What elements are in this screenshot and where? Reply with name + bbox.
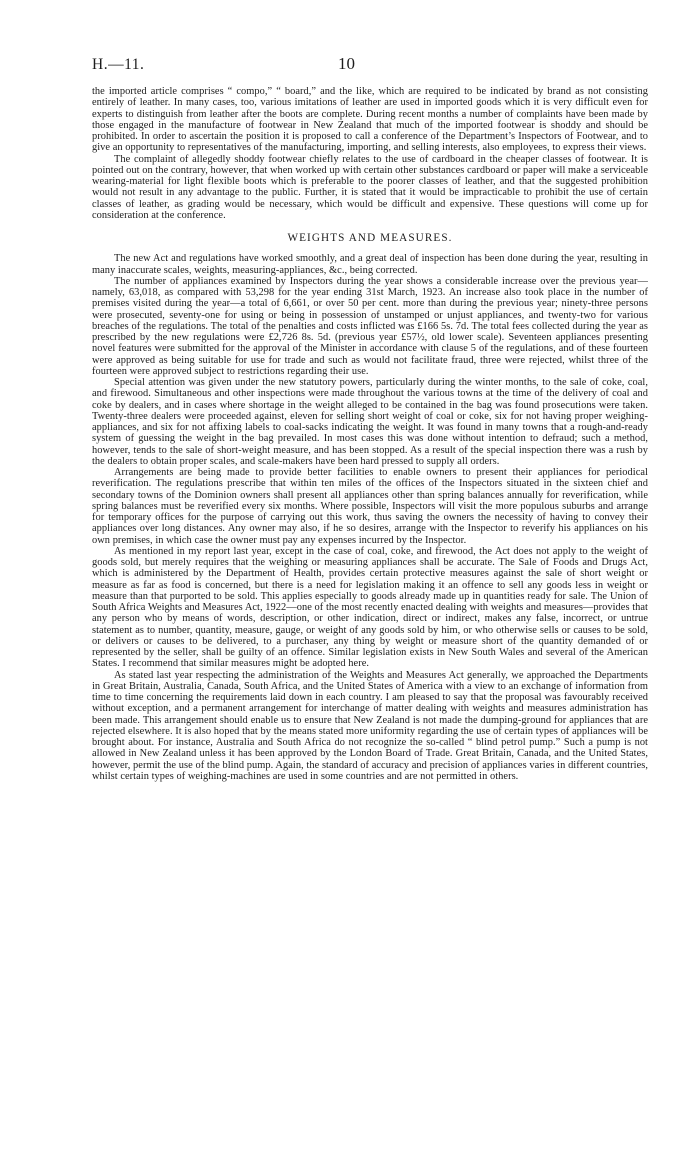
paragraph: Special attention was given under the new statutory powers, particularly during the winter months, to the sale of coke, coal, and firewood. Simultaneous and other inspections were made throughout the various towns at the time of the delivery of coal and coke by dealers, and in cases where shortage in the weight alleged to be contained in the bag was found prosecutions were taken. Twenty-three dealers were proceeded against, eleven for selling short weight of coal or coke, six for not having proper weighing-appliances, and six for not affixing labels to coal-sacks indicating the weight. It was found in many towns that a rough-and-ready system of guessing the weight in the bag prevailed. In most cases this was done without intention to defraud; such a method, however, tends to the sale of short-weight measure, and has been stopped. As a result of the special inspection there was a rush by the dealers to obtain proper scales, and scale-makers have been hard pressed to supply all orders. xyxy=(92,377,648,467)
paragraph: As mentioned in my report last year, except in the case of coal, coke, and firewood, the Act does not apply to the weight of goods sold, but merely requires that the weighing or measuring appliances shall be accurate. The Sale of Foods and Drugs Act, which is administered by the Department of Health, provides certain protective measures against the sale of short weight or measure as far as food is concerned, but there is a need for legislation making it an offence to sell any goods less in weight or measure than that purported to be sold. This applies especially to goods already made up in quantities ready for sale. The Union of South Africa Weights and Measures Act, 1922—one of the most recently enacted dealing with weights and measures—provides that any person who by means of words, description, or other indication, direct or indirect, makes any false, incorrect, or untrue statement as to number, quantity, measure, gauge, or weight of any goods sold by him, or who otherwise sells or causes to be sold, or delivers or causes to be delivered, to a purchaser, any thing by weight or measure short of the quantity demanded of or represented by the seller, shall be guilty of an offence. Similar legislation exists in New South Wales and several of the American States. I recommend that similar measures might be adopted here. xyxy=(92,545,648,670)
paragraph: Arrangements are being made to provide better facilities to enable owners to present their appliances for periodical reverification. The regulations prescribe that within ten miles of the offices of the Inspectors situated in the sixteen chief and secondary towns of the Dominion owners shall present all appliances other than spring balances annually for reverification, while spring balances must be reverified every six months. Where possible, Inspectors will visit the more populous suburbs and arrange for temporary offices for the purpose of carrying out this work, thus saving the owners the necessity of having to convey their appliances over long distances. Any owner may also, if he so desires, arrange with the Inspector to reverify his appliances on his own premises, in which case the owner must pay any expenses incurred by the Inspector. xyxy=(92,467,648,546)
paragraph: As stated last year respecting the administration of the Weights and Measures Act generally, we approached the Departments in Great Britain, Australia, Canada, South Africa, and the United States of America with a view to an exchange of information from time to time concerning the requirements laid down in each country. I am pleased to say that the proposal was favourably received without exception, and a permanent arrangement for interchange of matter dealing with weights and measures administration has been made. This arrangement should enable us to ensure that New Zealand is not made the dumping-ground for appliances that are rejected elsewhere. It is also hoped that by the means stated more uniformity regarding the use of certain types of appliances will be brought about. For instance, Australia and South Africa do not recognize the so-called “ blind petrol pump.” Such a pump is not allowed in New Zealand unless it has been approved by the London Board of Trade. Great Britain, Canada, and the United States, however, permit the use of the blind pump. Again, the standard of accuracy and precision of appliances varies in different countries, whilst certain types of weighing-machines are used in some countries and are not permitted in others. xyxy=(92,669,648,782)
paragraph: the imported article comprises “ compo,” “ board,” and the like, which are required to be indicated by brand as not consisting entirely of leather. In many cases, too, various imitations of leather are used in imported goods which it is very difficult even for experts to distinguish from leather after the boots are complete. During recent months a number of complaints have been made by those engaged in the manufacture of footwear in New Zealand that much of the imported footwear is shoddy and should be prohibited. In order to ascertain the position it is proposed to call a conference of the Department’s Inspectors of Footwear, and to give an opportunity to representatives of the manufacturing, importing, and selling interests, also employees, to express their views. xyxy=(92,86,648,154)
page-number: 10 xyxy=(338,54,355,73)
paragraph: The new Act and regulations have worked smoothly, and a great deal of inspection has been done during the year, resulting in many inaccurate scales, weights, measuring-appliances, &c., being corrected. xyxy=(92,253,648,276)
paragraph: The complaint of allegedly shoddy footwear chiefly relates to the use of cardboard in the cheaper classes of footwear. It is pointed out on the contrary, however, that when worked up with certain other substances cardboard or paper will make a serviceable wearing-material for light flexible boots which is preferable to the poorer classes of leather, and that the suggested prohibition would not result in any advantage to the public. Further, it is stated that it would be impracticable to prohibit the use of certain classes of leather, as grading would be necessary, which would be difficult and expensive. These questions will come up for consideration at the conference. xyxy=(92,153,648,221)
paragraph: The number of appliances examined by Inspectors during the year shows a considerable increase over the previous year—namely, 63,018, as compared with 53,298 for the year ending 31st March, 1923. An increase also took place in the number of premises visited during the year—a total of 6,661, or over 50 per cent. more than during the previous year; ninety-three persons were prosecuted, seventy-one for using or being in possession of unstamped or unjust appliances, and twenty-two for various breaches of the regulations. The total of the penalties and costs inflicted was £166 5s. 7d. The total fees collected during the year as prescribed by the new regulations were £2,726 8s. 5d. (previous year £57½, old lower scale). Seventeen appliances presenting novel features were submitted for the approval of the Minister in accordance with clause 5 of the regulations, and of these fourteen were approved as being suitable for use for trade and such as would not facilitate fraud, three were rejected, whilst three of the fourteen were approved subject to restrictions regarding their use. xyxy=(92,275,648,377)
body-text xyxy=(92,86,648,782)
page-header xyxy=(92,56,648,86)
section-heading: WEIGHTS AND MEASURES. xyxy=(287,232,453,244)
document-reference: H.—11. xyxy=(92,56,145,73)
